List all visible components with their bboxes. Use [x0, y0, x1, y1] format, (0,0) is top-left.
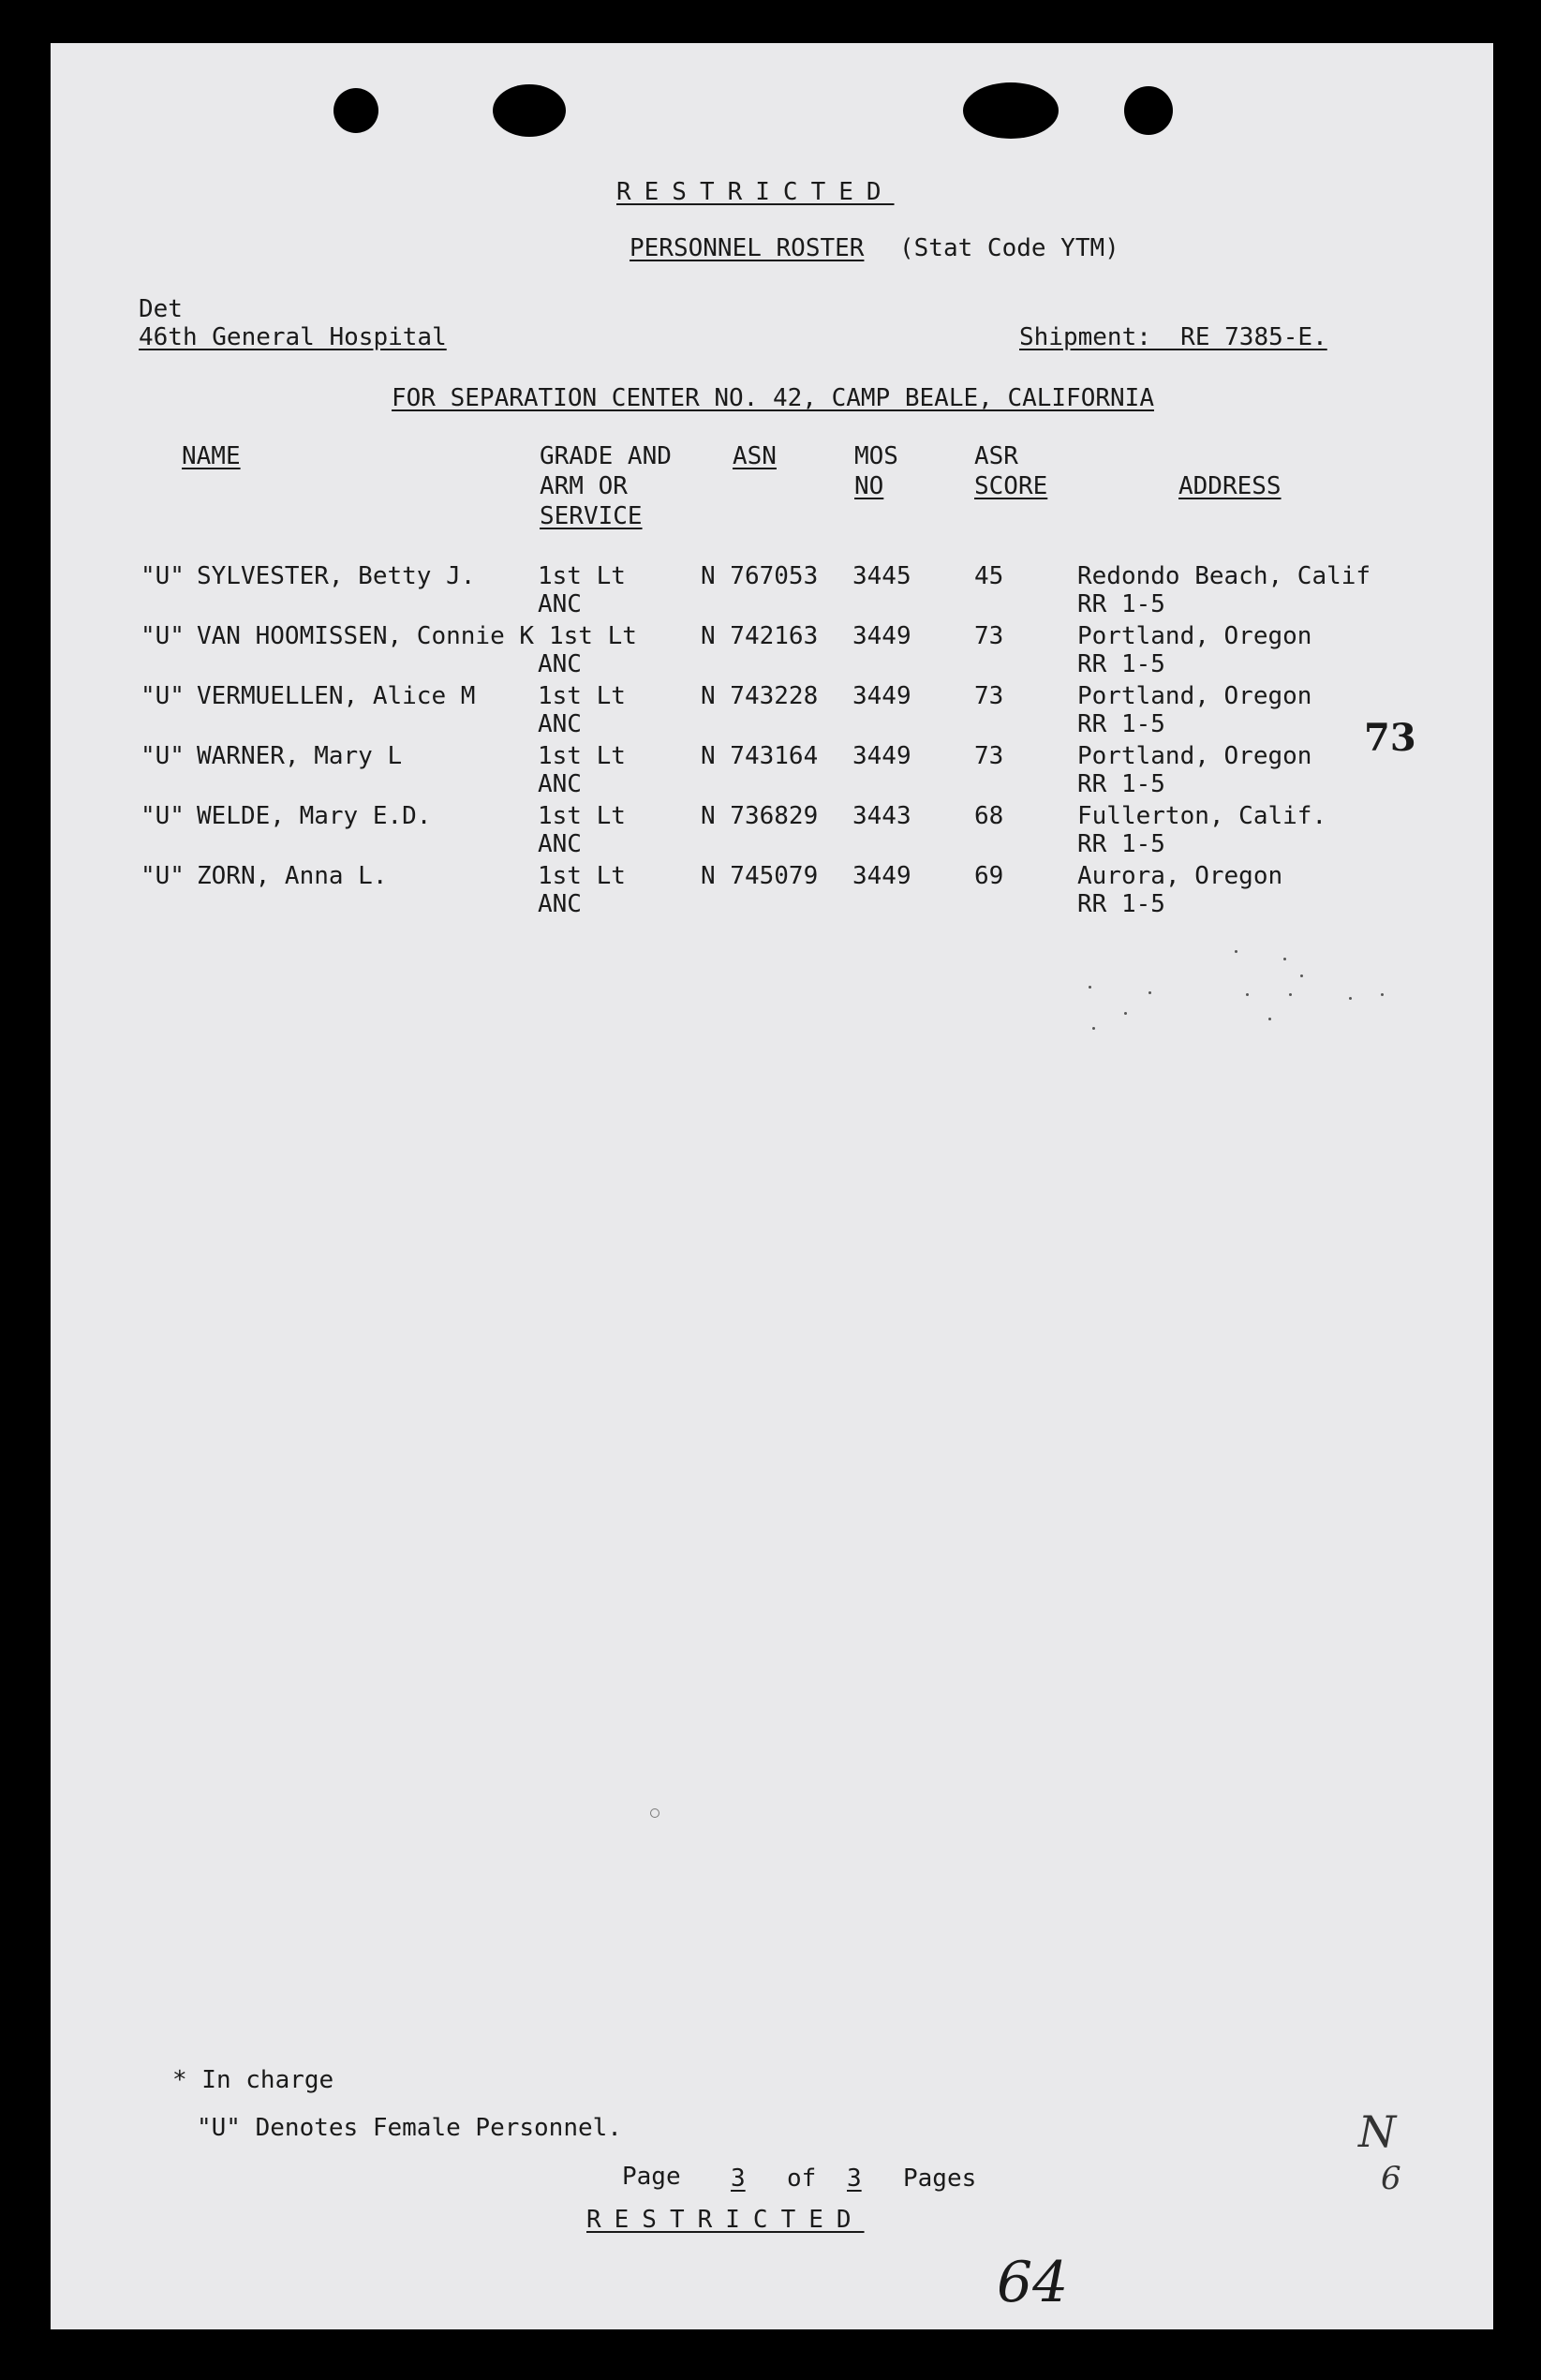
grade: 1st Lt [549, 622, 637, 650]
female-flag: "U" [141, 622, 185, 650]
mos: 3449 [852, 742, 911, 770]
person-name: SYLVESTER, Betty J. [197, 562, 476, 590]
page-number: 3 [731, 2164, 746, 2193]
grade: 1st Lt [538, 862, 626, 890]
col-address: ADDRESS [1178, 472, 1282, 500]
page-label: Page [622, 2163, 681, 2191]
handwritten-initial: N [1358, 2106, 1397, 2157]
note-in-charge: * In charge [172, 2066, 334, 2094]
stat-code: (Stat Code YTM) [899, 234, 1119, 262]
asr-score: 45 [974, 562, 1004, 590]
scan-speck [1289, 993, 1292, 996]
scan-speck [1148, 991, 1151, 994]
address-city: Portland, Oregon [1077, 682, 1312, 710]
asr-score: 68 [974, 802, 1004, 830]
arm-service: ANC [538, 770, 582, 798]
arm-service: ANC [538, 710, 582, 738]
asn: N 742163 [701, 622, 819, 650]
asn: N 743228 [701, 682, 819, 710]
scan-speck [650, 1808, 659, 1818]
col-name: NAME [182, 442, 241, 470]
asn: N 767053 [701, 562, 819, 590]
person-name: VERMUELLEN, Alice M [197, 682, 476, 710]
punch-hole [493, 84, 566, 137]
address-city: Portland, Oregon [1077, 622, 1312, 650]
mos: 3449 [852, 862, 911, 890]
grade: 1st Lt [538, 802, 626, 830]
address-rr: RR 1-5 [1077, 890, 1165, 918]
grade: 1st Lt [538, 562, 626, 590]
person-name: ZORN, Anna L. [197, 862, 388, 890]
arm-service: ANC [538, 890, 582, 918]
scan-speck [1089, 986, 1091, 989]
address-city: Fullerton, Calif. [1077, 802, 1327, 830]
address-city: Redondo Beach, Calif [1077, 562, 1371, 590]
punch-hole [333, 88, 378, 133]
person-name: WELDE, Mary E.D. [197, 802, 432, 830]
address-city: Aurora, Oregon [1077, 862, 1283, 890]
asr-score: 73 [974, 742, 1004, 770]
margin-stamp-number: 73 [1364, 716, 1416, 760]
address-rr: RR 1-5 [1077, 770, 1165, 798]
asn: N 743164 [701, 742, 819, 770]
scan-speck [1349, 997, 1352, 1000]
mos: 3443 [852, 802, 911, 830]
col-grade-3: SERVICE [540, 502, 643, 530]
female-flag: "U" [141, 562, 185, 590]
pages-label: Pages [903, 2164, 977, 2193]
scan-speck [1246, 993, 1249, 996]
mos: 3449 [852, 682, 911, 710]
col-mos-2: NO [854, 472, 884, 500]
scan-speck [1124, 1012, 1127, 1015]
asr-score: 73 [974, 622, 1004, 650]
col-grade-2: ARM OR [540, 472, 628, 500]
handwritten-page-mark: 64 [997, 2250, 1069, 2315]
grade: 1st Lt [538, 742, 626, 770]
col-asn: ASN [733, 442, 777, 470]
mos: 3445 [852, 562, 911, 590]
address-rr: RR 1-5 [1077, 650, 1165, 678]
col-grade-1: GRADE AND [540, 442, 672, 470]
note-female-personnel: "U" Denotes Female Personnel. [197, 2114, 622, 2142]
female-flag: "U" [141, 682, 185, 710]
restricted-heading-bottom: RESTRICTED [586, 2206, 865, 2234]
punch-hole [963, 82, 1059, 139]
scan-speck [1092, 1027, 1095, 1030]
shipment-number: Shipment: RE 7385-E. [1019, 323, 1327, 351]
asn: N 745079 [701, 862, 819, 890]
arm-service: ANC [538, 590, 582, 618]
female-flag: "U" [141, 802, 185, 830]
female-flag: "U" [141, 742, 185, 770]
asr-score: 69 [974, 862, 1004, 890]
scan-speck [1235, 950, 1237, 953]
address-rr: RR 1-5 [1077, 830, 1165, 858]
address-rr: RR 1-5 [1077, 710, 1165, 738]
scan-speck [1268, 1018, 1271, 1020]
grade: 1st Lt [538, 682, 626, 710]
address-city: Portland, Oregon [1077, 742, 1312, 770]
female-flag: "U" [141, 862, 185, 890]
address-rr: RR 1-5 [1077, 590, 1165, 618]
handwritten-digit: 6 [1381, 2160, 1401, 2197]
arm-service: ANC [538, 650, 582, 678]
asr-score: 73 [974, 682, 1004, 710]
arm-service: ANC [538, 830, 582, 858]
scan-speck [1283, 958, 1286, 960]
roster-title: PERSONNEL ROSTER [630, 234, 865, 262]
col-asr-1: ASR [974, 442, 1018, 470]
col-asr-2: SCORE [974, 472, 1048, 500]
det-label: Det [139, 295, 183, 323]
page-total: 3 [847, 2164, 862, 2193]
restricted-heading-top: RESTRICTED [616, 178, 895, 206]
punch-hole [1124, 86, 1173, 135]
person-name: WARNER, Mary L [197, 742, 403, 770]
scan-speck [1300, 974, 1303, 977]
unit-name: 46th General Hospital [139, 323, 447, 351]
asn: N 736829 [701, 802, 819, 830]
person-name: VAN HOOMISSEN, Connie K [197, 622, 535, 650]
destination-line: FOR SEPARATION CENTER NO. 42, CAMP BEALE, CALIFORNIA [392, 384, 1154, 412]
of-label: of [787, 2164, 817, 2193]
scan-speck [1381, 993, 1384, 996]
mos: 3449 [852, 622, 911, 650]
col-mos-1: MOS [854, 442, 898, 470]
